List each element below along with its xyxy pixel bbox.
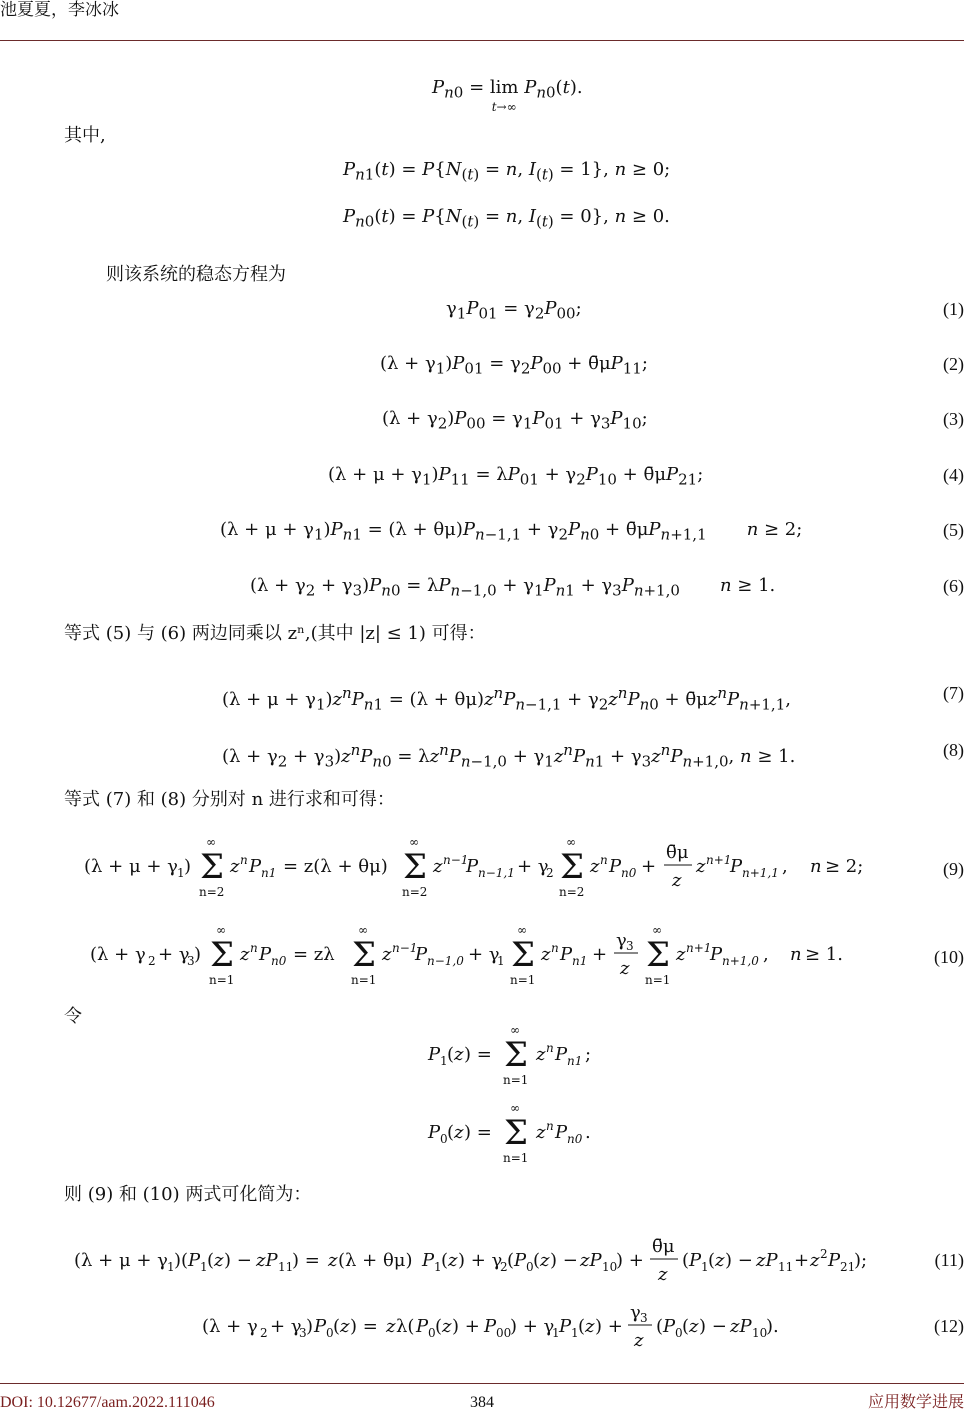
equation-8: $(\lambda + \gamma_2 + \gamma_3)z^nP_{n0} = \lambda z^nP_{n-1,0} + \gamma_1z^nP_{n1} + \gamma_3z^nP_{n+1,0}$, n ≥ 1. xyxy=(222,741,796,771)
svg-text:) −: ) − xyxy=(699,1316,727,1337)
svg-text:P: P xyxy=(428,1044,441,1065)
svg-text:(: ( xyxy=(656,1316,664,1337)
equation-12 xyxy=(198,1294,878,1356)
svg-text:2: 2 xyxy=(260,1326,268,1340)
svg-text:n−1: n−1 xyxy=(392,941,418,955)
svg-text:): ) xyxy=(306,1316,314,1337)
equation-def-pn1: $P_{n1}(t) = P\{N_{(t)} = n$, $I_{(t)} = 1$}, n ≥ 0; xyxy=(343,159,671,184)
equation-number-1: (1) xyxy=(943,299,964,319)
svg-text:γ: γ xyxy=(616,930,627,951)
svg-text:,: , xyxy=(782,856,788,877)
svg-text:): ) xyxy=(184,856,192,877)
svg-text:) −: ) − xyxy=(725,1250,753,1271)
svg-text:∞: ∞ xyxy=(358,923,368,937)
svg-text:z: z xyxy=(536,1122,546,1143)
svg-text:P: P xyxy=(555,1044,568,1065)
equation-6: $(\lambda + \gamma_2 + \gamma_3)P_{n0} = \lambda P_{n-1,0} + \gamma_1P_{n1} + \gamma_3P_{n+1,0}$ n ≥ 1. xyxy=(250,575,776,600)
equation-4: $(\lambda + \mu + \gamma_1)P_{11} = \lambda P_{01} + \gamma_2P_{10}$ + $\thetā\mu P_{21}$; xyxy=(328,464,704,489)
svg-text:n: n xyxy=(250,941,258,955)
svg-text:n1: n1 xyxy=(567,1054,583,1068)
svg-text:zP: zP xyxy=(256,1250,278,1271)
svg-text:+: + xyxy=(592,944,608,965)
svg-text:z: z xyxy=(715,1250,725,1271)
svg-text:) + γ: ) + γ xyxy=(510,1316,555,1337)
svg-text:,: , xyxy=(763,944,769,965)
equation-number-5: (5) xyxy=(943,520,964,540)
svg-text:zP: zP xyxy=(580,1250,602,1271)
svg-text:0: 0 xyxy=(326,1326,334,1340)
svg-text:n=2: n=2 xyxy=(559,885,585,899)
svg-text:z: z xyxy=(620,958,630,979)
svg-text:γ: γ xyxy=(630,1302,641,1323)
paragraph-simplify: 则 (9) 和 (10) 两式可化简为： xyxy=(64,1184,312,1205)
svg-text:Σ: Σ xyxy=(511,935,536,975)
svg-text:z: z xyxy=(386,1316,396,1337)
svg-text:(: ( xyxy=(507,1250,515,1271)
equation-number-3: (3) xyxy=(943,409,964,429)
svg-text:(λ + μ + γ: (λ + μ + γ xyxy=(74,1250,168,1271)
svg-text:).: ). xyxy=(766,1316,779,1337)
svg-text:z: z xyxy=(672,870,682,891)
svg-text:1: 1 xyxy=(177,866,185,880)
equation-number-6: (6) xyxy=(943,576,964,596)
paragraph-qizhong: 其中, xyxy=(64,125,106,146)
svg-text:z: z xyxy=(536,1044,546,1065)
svg-text:1: 1 xyxy=(571,1326,579,1340)
equation-def-pn0: $P_{n0}(t) = P\{N_{(t)} = n$, $I_{(t)} = 0$}, n ≥ 0. xyxy=(343,206,670,231)
svg-text:) +: ) + xyxy=(616,1250,644,1271)
svg-text:∞: ∞ xyxy=(216,923,226,937)
svg-text:n0: n0 xyxy=(621,866,637,880)
paragraph-sum: 等式 (7) 和 (8) 分别对 n 进行求和可得： xyxy=(64,789,395,810)
svg-text:z: z xyxy=(658,1264,668,1285)
svg-text:P: P xyxy=(259,944,272,965)
svg-text:= z(λ + θμ): = z(λ + θμ) xyxy=(283,856,388,877)
svg-text:z: z xyxy=(214,1250,224,1271)
svg-text:n0: n0 xyxy=(567,1132,583,1146)
footer-journal: 应用数学进展 xyxy=(867,1394,964,1411)
svg-text:+ γ: + γ xyxy=(270,1316,302,1337)
svg-text:n: n xyxy=(551,941,559,955)
svg-text:z: z xyxy=(541,944,551,965)
svg-text:z: z xyxy=(454,1122,464,1143)
svg-text:+ γ: + γ xyxy=(158,944,190,965)
equation-p1z xyxy=(424,1022,624,1092)
svg-text:3: 3 xyxy=(640,1311,648,1325)
svg-text:n: n xyxy=(600,853,608,867)
svg-text:(λ + θμ): (λ + θμ) xyxy=(338,1250,413,1271)
svg-text:n: n xyxy=(790,944,802,965)
svg-text:∞: ∞ xyxy=(409,835,419,849)
svg-text:P: P xyxy=(560,944,573,965)
svg-text:z: z xyxy=(585,1316,595,1337)
footer-page-number: 384 xyxy=(470,1394,494,1411)
svg-text:P: P xyxy=(466,856,479,877)
svg-text:z: z xyxy=(240,944,250,965)
svg-text:(: ( xyxy=(682,1316,690,1337)
equation-number-11: (11) xyxy=(934,1250,964,1270)
svg-text:P: P xyxy=(730,856,743,877)
svg-text:z: z xyxy=(454,1044,464,1065)
equation-number-10: (10) xyxy=(934,947,964,967)
svg-text:n=1: n=1 xyxy=(645,973,671,987)
svg-text:3: 3 xyxy=(626,939,634,953)
svg-text:(: ( xyxy=(708,1250,716,1271)
svg-text:(: ( xyxy=(207,1250,215,1271)
svg-text:P: P xyxy=(416,1316,429,1337)
svg-text:P: P xyxy=(559,1316,572,1337)
svg-text:z: z xyxy=(634,1330,644,1351)
svg-text:3: 3 xyxy=(187,954,195,968)
svg-text:n+1: n+1 xyxy=(686,941,712,955)
svg-text:) +: ) + xyxy=(595,1316,623,1337)
svg-text:1: 1 xyxy=(434,1260,442,1274)
svg-text:2: 2 xyxy=(148,954,156,968)
svg-text:) =: ) = xyxy=(464,1122,492,1143)
svg-text:3: 3 xyxy=(299,1326,307,1340)
svg-text:Σ: Σ xyxy=(210,935,235,975)
svg-text:0: 0 xyxy=(428,1326,436,1340)
svg-text:0: 0 xyxy=(675,1326,683,1340)
svg-text:11: 11 xyxy=(278,1260,294,1274)
svg-text:P: P xyxy=(422,1250,435,1271)
svg-text:≥ 2;: ≥ 2; xyxy=(825,856,864,877)
svg-text:+: + xyxy=(794,1250,810,1271)
svg-text:) =: ) = xyxy=(292,1250,320,1271)
svg-text:) =: ) = xyxy=(350,1316,378,1337)
svg-text:n: n xyxy=(546,1119,554,1133)
svg-text:n: n xyxy=(810,856,822,877)
svg-text:(: ( xyxy=(435,1316,443,1337)
svg-text:z: z xyxy=(590,856,600,877)
svg-text:2: 2 xyxy=(820,1247,828,1261)
svg-text:2: 2 xyxy=(500,1260,508,1274)
equation-number-9: (9) xyxy=(943,859,964,879)
svg-text:Σ: Σ xyxy=(504,1035,529,1075)
equation-number-7: (7) xyxy=(943,683,964,703)
svg-text:P: P xyxy=(555,1122,568,1143)
svg-text:z: z xyxy=(230,856,240,877)
svg-text:2: 2 xyxy=(546,866,554,880)
svg-text:(: ( xyxy=(447,1122,455,1143)
svg-text:(λ + γ: (λ + γ xyxy=(90,944,146,965)
svg-text:+ γ: + γ xyxy=(468,944,500,965)
paragraph-let: 令 xyxy=(64,1006,82,1027)
svg-text:P: P xyxy=(828,1250,841,1271)
svg-text:(: ( xyxy=(682,1250,690,1271)
svg-text:0: 0 xyxy=(440,1132,448,1146)
footer-doi: DOI: 10.12677/aam.2022.111046 xyxy=(0,1394,215,1411)
svg-text:n=1: n=1 xyxy=(503,1151,529,1165)
svg-text:1: 1 xyxy=(167,1260,175,1274)
svg-text:(λ + γ: (λ + γ xyxy=(202,1316,258,1337)
svg-text:(: ( xyxy=(441,1250,449,1271)
svg-text:n=2: n=2 xyxy=(199,885,225,899)
svg-text:) =: ) = xyxy=(464,1044,492,1065)
svg-text:P: P xyxy=(415,944,428,965)
svg-text:z: z xyxy=(689,1316,699,1337)
equation-9 xyxy=(80,832,920,904)
svg-text:λ(: λ( xyxy=(396,1316,415,1337)
svg-text:Σ: Σ xyxy=(403,847,428,887)
svg-text:∞: ∞ xyxy=(566,835,576,849)
svg-text:P: P xyxy=(484,1316,497,1337)
svg-text:1: 1 xyxy=(497,954,505,968)
svg-text:z: z xyxy=(448,1250,458,1271)
svg-text:zP: zP xyxy=(756,1250,778,1271)
svg-text:): ) xyxy=(194,944,202,965)
svg-text:Σ: Σ xyxy=(504,1113,529,1153)
header-rule xyxy=(0,40,964,41)
svg-text:n=1: n=1 xyxy=(510,973,536,987)
svg-text:1: 1 xyxy=(440,1054,448,1068)
svg-text:= zλ: = zλ xyxy=(293,944,335,965)
svg-text:) +: ) + xyxy=(452,1316,480,1337)
svg-text:Σ: Σ xyxy=(200,847,225,887)
svg-text:z: z xyxy=(433,856,443,877)
svg-text:n−1: n−1 xyxy=(443,853,469,867)
svg-text:) −: ) − xyxy=(550,1250,578,1271)
svg-text:θ̄μ: θ̄μ xyxy=(666,842,689,863)
running-header-authors: 池夏夏，李冰冰 xyxy=(0,0,119,20)
svg-text:n1: n1 xyxy=(572,954,588,968)
svg-text:n+1: n+1 xyxy=(706,853,732,867)
paragraph-steady-state: 则该系统的稳态方程为 xyxy=(106,264,286,285)
svg-text:) −: ) − xyxy=(224,1250,252,1271)
svg-text:n=1: n=1 xyxy=(209,973,235,987)
svg-text:z: z xyxy=(328,1250,338,1271)
svg-text:(: ( xyxy=(447,1044,455,1065)
svg-text:)(: )( xyxy=(174,1250,189,1271)
svg-text:.: . xyxy=(585,1122,591,1143)
svg-text:∞: ∞ xyxy=(517,923,527,937)
svg-text:1: 1 xyxy=(552,1326,560,1340)
svg-text:(: ( xyxy=(578,1316,586,1337)
svg-text:n0: n0 xyxy=(271,954,287,968)
equation-number-12: (12) xyxy=(934,1316,964,1336)
svg-text:z: z xyxy=(340,1316,350,1337)
paragraph-multiply: 等式 (5) 与 (6) 两边同乘以 zⁿ,(其中 |z| ≤ 1) 可得： xyxy=(64,623,486,644)
svg-text:P: P xyxy=(689,1250,702,1271)
svg-text:z: z xyxy=(442,1316,452,1337)
svg-text:P: P xyxy=(609,856,622,877)
equation-3: $(\lambda + \gamma_2)P_{00} = \gamma_1P_{01} + \gamma_3P_{10}$; xyxy=(382,408,648,433)
svg-text:P: P xyxy=(314,1316,327,1337)
equation-7: $(\lambda + \mu + \gamma_1)z^nP_{n1} = (\lambda + \theta\mu)z^nP_{n-1,1} + \gamma_2z^nP_{n0}$ + $\thetā\mu z^nP_{n+1,1}$, xyxy=(222,684,791,714)
svg-text:θ̄μ: θ̄μ xyxy=(652,1236,675,1257)
svg-text:P: P xyxy=(249,856,262,877)
svg-text:n: n xyxy=(546,1041,554,1055)
svg-text:21: 21 xyxy=(840,1260,856,1274)
svg-text:;: ; xyxy=(585,1044,592,1065)
svg-text:n1: n1 xyxy=(261,866,277,880)
svg-text:n−1,0: n−1,0 xyxy=(427,954,464,968)
svg-text:≥ 1.: ≥ 1. xyxy=(805,944,843,965)
equation-11 xyxy=(70,1228,926,1290)
svg-text:(: ( xyxy=(533,1250,541,1271)
svg-text:Σ: Σ xyxy=(352,935,377,975)
svg-text:P: P xyxy=(428,1122,441,1143)
svg-text:n−1,1: n−1,1 xyxy=(478,866,515,880)
equation-p0z xyxy=(424,1100,624,1170)
svg-text:+ γ: + γ xyxy=(517,856,549,877)
svg-text:z: z xyxy=(696,856,706,877)
svg-text:n=1: n=1 xyxy=(351,973,377,987)
svg-text:n+1,0: n+1,0 xyxy=(722,954,759,968)
equation-limit: $P_{n0} = \lim$ $^{t\to\infty}$ $P_{n0}(t)$. xyxy=(432,77,583,114)
svg-text:) + γ: ) + γ xyxy=(458,1250,503,1271)
svg-text:P: P xyxy=(514,1250,527,1271)
equation-number-2: (2) xyxy=(943,354,964,374)
equation-number-4: (4) xyxy=(943,465,964,485)
svg-text:P: P xyxy=(188,1250,201,1271)
equation-10 xyxy=(86,920,916,992)
svg-text:(λ + μ + γ: (λ + μ + γ xyxy=(84,856,178,877)
svg-text:10: 10 xyxy=(602,1260,618,1274)
svg-text:∞: ∞ xyxy=(510,1101,520,1115)
svg-text:Σ: Σ xyxy=(646,935,671,975)
svg-text:P: P xyxy=(710,944,723,965)
equation-5: $(\lambda + \mu + \gamma_1)P_{n1} = (\lambda + \theta\mu)P_{n-1,1} + \gamma_2P_{n0}$ + $\thetā\mu P_{n+1,1}$ n ≥ 2; xyxy=(220,519,803,544)
svg-text:z: z xyxy=(540,1250,550,1271)
svg-text:n+1,1: n+1,1 xyxy=(742,866,779,880)
svg-text:00: 00 xyxy=(496,1326,512,1340)
svg-text:∞: ∞ xyxy=(510,1023,520,1037)
svg-text:∞: ∞ xyxy=(652,923,662,937)
svg-text:0: 0 xyxy=(526,1260,534,1274)
svg-text:Σ: Σ xyxy=(560,847,585,887)
equation-number-8: (8) xyxy=(943,740,964,760)
equation-1: $\gamma_1P_{01} = \gamma_2P_{00}$; xyxy=(446,298,582,323)
svg-text:n=1: n=1 xyxy=(503,1073,529,1087)
svg-text:n=2: n=2 xyxy=(402,885,428,899)
svg-text:1: 1 xyxy=(701,1260,709,1274)
svg-text:z: z xyxy=(676,944,686,965)
svg-text:+: + xyxy=(641,856,657,877)
svg-text:1: 1 xyxy=(200,1260,208,1274)
equation-2: $(\lambda + \gamma_1)P_{01} = \gamma_2P_{00}$ + $\thetā\mu P_{11}$; xyxy=(380,353,648,378)
svg-text:P: P xyxy=(663,1316,676,1337)
svg-text:z: z xyxy=(810,1250,820,1271)
svg-text:z: z xyxy=(382,944,392,965)
svg-text:n: n xyxy=(240,853,248,867)
svg-text:(: ( xyxy=(333,1316,341,1337)
svg-text:10: 10 xyxy=(752,1326,768,1340)
svg-text:zP: zP xyxy=(730,1316,752,1337)
footer-rule xyxy=(0,1383,964,1384)
svg-text:∞: ∞ xyxy=(206,835,216,849)
svg-text:);: ); xyxy=(854,1250,868,1271)
svg-text:11: 11 xyxy=(778,1260,794,1274)
